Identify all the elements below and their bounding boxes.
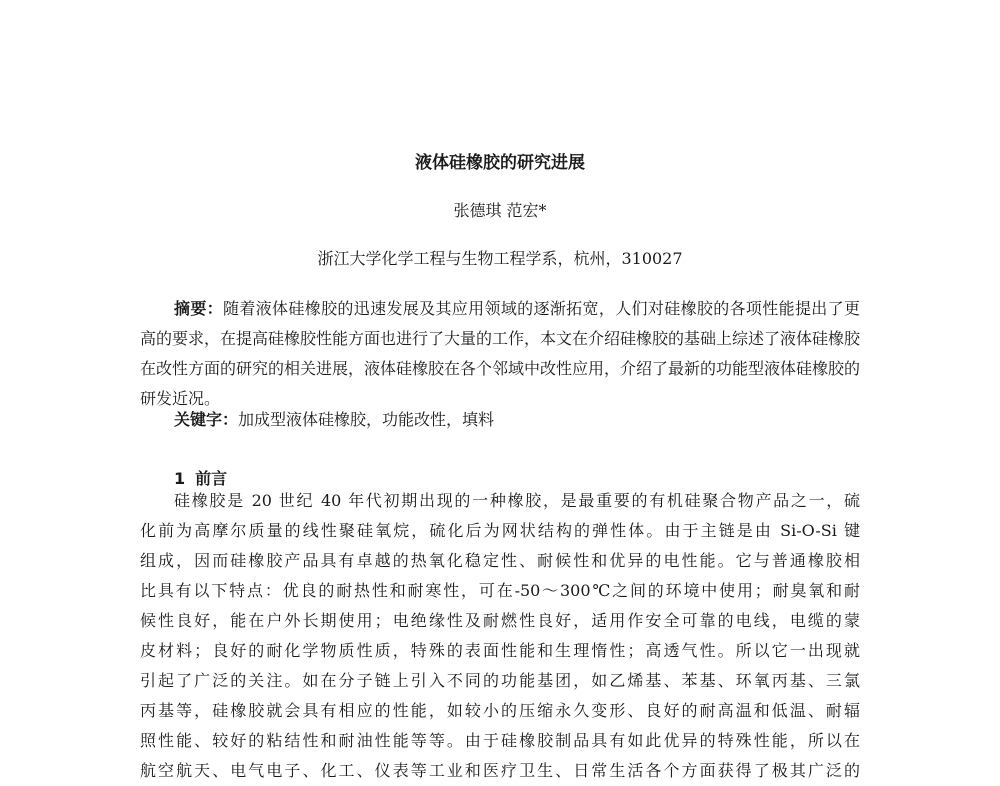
body-line: 硅橡胶是 20 世纪 40 年代初期出现的一种橡胶，是最重要的有机硅聚合物产品之一，硫 (174, 491, 860, 510)
section-title: 前言 (195, 469, 228, 488)
body-line: 照性能、较好的粘结性和耐油性能等等。由于硅橡胶制品具有如此优异的特殊性能，所以在 (140, 731, 860, 750)
abstract-label: 摘要： (174, 299, 224, 318)
body-line: 皮材料；良好的耐化学物质性质，特殊的表面性能和生理惰性；高透气性。所以它一出现就 (140, 641, 860, 660)
paper-authors: 张德琪 范宏* (453, 201, 547, 220)
paper-title: 液体硅橡胶的研究进展 (415, 153, 585, 173)
body-line: 候性良好，能在户外长期使用；电绝缘性及耐燃性良好，适用作安全可靠的电线，电缆的蒙 (140, 611, 860, 630)
body-line: 丙基等，硅橡胶就会具有相应的性能，如较小的压缩永久变形、良好的耐高温和低温、耐辐 (140, 701, 860, 720)
body-line: 航空航天、电气电子、化工、仪表等工业和医疗卫生、日常生活各个方面获得了极其广泛的 (140, 761, 860, 780)
body-line: 引起了广泛的关注。如在分子链上引入不同的功能基团，如乙烯基、苯基、环氧丙基、三氯 (140, 671, 860, 690)
keywords-text: 加成型液体硅橡胶，功能改性，填料 (238, 410, 495, 429)
body-line: 化前为高摩尔质量的线性聚硅氧烷，硫化后为网状结构的弹性体。由于主链是由 Si-O-Si 键 (140, 521, 860, 540)
keywords-label: 关键字： (174, 410, 239, 429)
body-line: 组成，因而硅橡胶产品具有卓越的热氧化稳定性、耐候性和优异的电性能。它与普通橡胶相 (140, 551, 860, 570)
paper-affiliation: 浙江大学化学工程与生物工程学系，杭州，310027 (317, 249, 683, 268)
section-number: 1 (174, 469, 186, 488)
body-line: 比具有以下特点：优良的耐热性和耐寒性，可在-50～300℃之间的环境中使用；耐臭氧和耐 (140, 581, 860, 600)
keywords-line (140, 405, 860, 435)
section-body (140, 486, 860, 786)
abstract-paragraph (140, 294, 860, 414)
abstract-text: 随着液体硅橡胶的迅速发展及其应用领域的逐渐拓宽，人们对硅橡胶的各项性能提出了更高的要求，在提高硅橡胶性能方面也进行了大量的工作，本文在介绍硅橡胶的基础上综述了液体硅橡胶在改性方面的研究的相关进展，液体硅橡胶在各个邻域中改性应用，介绍了最新的功能型液体硅橡胶的研发近况。 (140, 299, 861, 408)
